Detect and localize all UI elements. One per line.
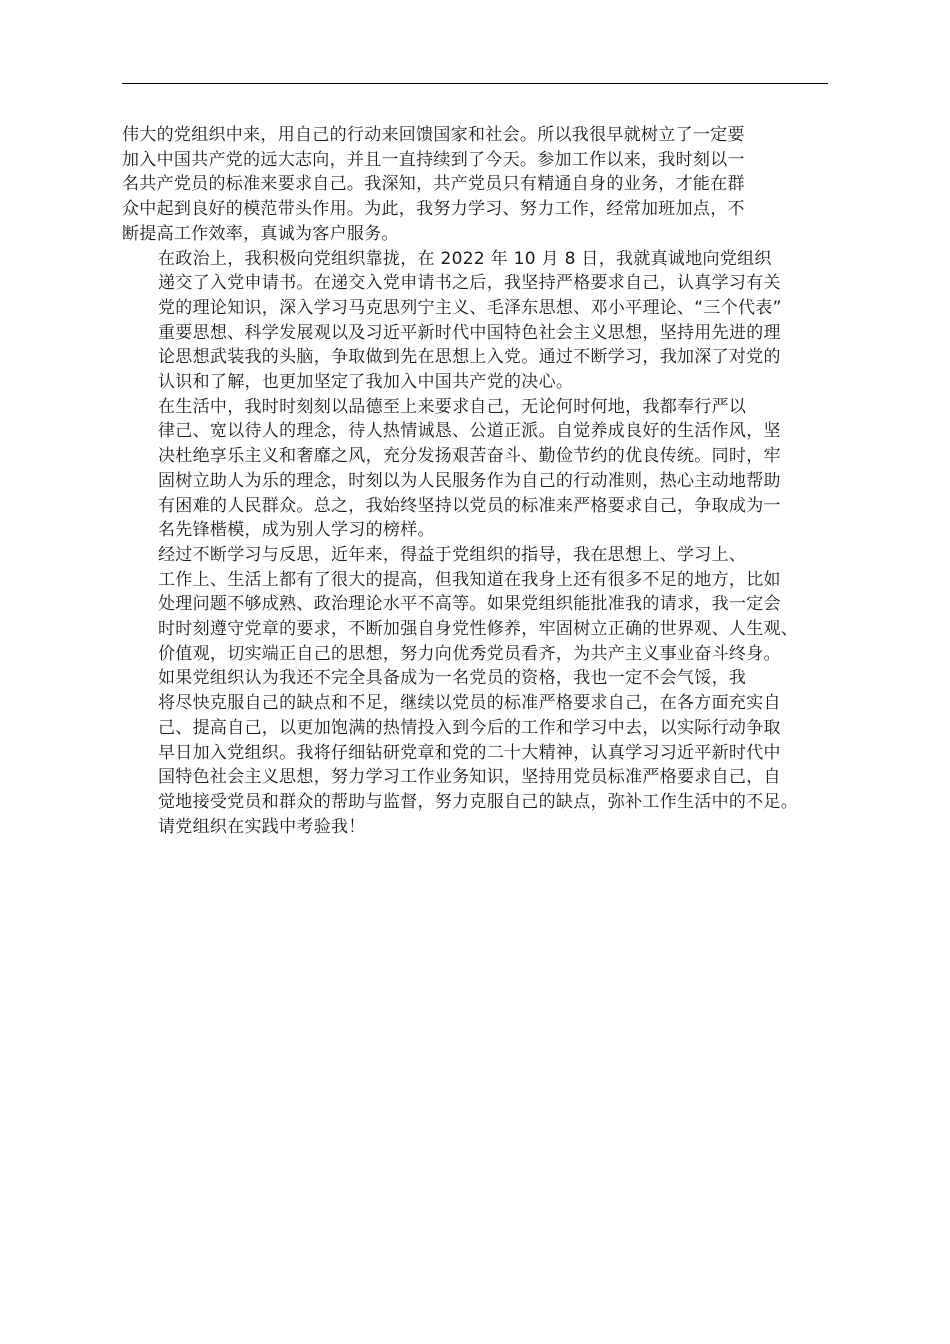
text-line: 名共产党员的标准来要求自己。我深知，共产党员只有精通自身的业务，才能在群 bbox=[122, 174, 745, 195]
paragraph bbox=[122, 666, 828, 814]
text-line: 有困难的人民群众。总之，我始终坚持以党员的标准来严格要求自己，争取成为一 bbox=[158, 495, 781, 516]
paragraph bbox=[122, 543, 828, 667]
text-line: 论思想武装我的头脑，争取做到先在思想上入党。通过不断学习，我加深了对党的 bbox=[158, 347, 781, 368]
paragraph bbox=[122, 123, 828, 247]
text-line: 认识和了解，也更加坚定了我加入中国共产党的决心。 bbox=[158, 372, 574, 393]
text-line: 早日加入党组织。我将仔细钻研党章和党的二十大精神，认真学习习近平新时代中 bbox=[158, 742, 781, 763]
header-rule bbox=[122, 83, 828, 84]
text-line: 处理问题不够成熟、政治理论水平不高等。如果党组织能批准我的请求，我一定会 bbox=[158, 594, 781, 615]
text-line: 断提高工作效率，真诚为客户服务。 bbox=[122, 223, 399, 244]
text-line: 递交了入党申请书。在递交入党申请书之后，我坚持严格要求自己，认真学习有关 bbox=[158, 273, 781, 294]
text-line: 名先锋楷模，成为别人学习的榜样。 bbox=[158, 520, 435, 541]
text-line: 如果党组织认为我还不完全具备成为一名党员的资格，我也一定不会气馁，我 bbox=[158, 668, 747, 689]
text-line: 在生活中，我时时刻刻以品德至上来要求自己，无论何时何地，我都奉行严以 bbox=[158, 396, 747, 417]
text-line: 将尽快克服自己的缺点和不足，继续以党员的标准严格要求自己，在各方面充实自 bbox=[158, 693, 781, 714]
text-line: 固树立助人为乐的理念，时刻以为人民服务作为自己的行动准则，热心主动地帮助 bbox=[158, 470, 781, 491]
text-line: 众中起到良好的模范带头作用。为此，我努力学习、努力工作，经常加班加点，不 bbox=[122, 199, 745, 220]
paragraph bbox=[122, 395, 828, 543]
text-line: 加入中国共产党的远大志向，并且一直持续到了今天。参加工作以来，我时刻以一 bbox=[122, 149, 745, 170]
text-line: 经过不断学习与反思，近年来，得益于党组织的指导，我在思想上、学习上、 bbox=[158, 544, 747, 565]
paragraph bbox=[122, 815, 828, 840]
paragraph bbox=[122, 247, 828, 395]
text-line: 工作上、生活上都有了很大的提高，但我知道在我身上还有很多不足的地方，比如 bbox=[158, 569, 781, 590]
text-line: 在政治上，我积极向党组织靠拢，在 2022 年 10 月 8 日，我就真诚地向党组织 bbox=[158, 248, 772, 269]
text-line: 重要思想、科学发展观以及习近平新时代中国特色社会主义思想，坚持用先进的理 bbox=[158, 322, 781, 343]
text-line: 价值观，切实端正自己的思想，努力向优秀党员看齐，为共产主义事业奋斗终身。 bbox=[158, 643, 781, 664]
document-body bbox=[122, 123, 828, 839]
text-line: 律己、宽以待人的理念，待人热情诚恳、公道正派。自觉养成良好的生活作风，坚 bbox=[158, 421, 781, 442]
text-line: 觉地接受党员和群众的帮助与监督，努力克服自己的缺点，弥补工作生活中的不足。 bbox=[158, 791, 799, 812]
text-line: 党的理论知识，深入学习马克思列宁主义、毛泽东思想、邓小平理论、“三个代表” bbox=[158, 297, 782, 318]
text-line: 决杜绝享乐主义和奢靡之风，充分发扬艰苦奋斗、勤俭节约的优良传统。同时，牢 bbox=[158, 446, 781, 467]
text-line: 己、提高自己，以更加饱满的热情投入到今后的工作和学习中去，以实际行动争取 bbox=[158, 717, 781, 738]
text-line: 请党组织在实践中考验我！ bbox=[158, 816, 366, 837]
text-line: 国特色社会主义思想，努力学习工作业务知识，坚持用党员标准严格要求自己，自 bbox=[158, 767, 781, 788]
text-line: 时时刻遵守党章的要求，不断加强自身党性修养，牢固树立正确的世界观、人生观、 bbox=[158, 619, 799, 640]
text-line: 伟大的党组织中来，用自己的行动来回馈国家和社会。所以我很早就树立了一定要 bbox=[122, 125, 745, 145]
